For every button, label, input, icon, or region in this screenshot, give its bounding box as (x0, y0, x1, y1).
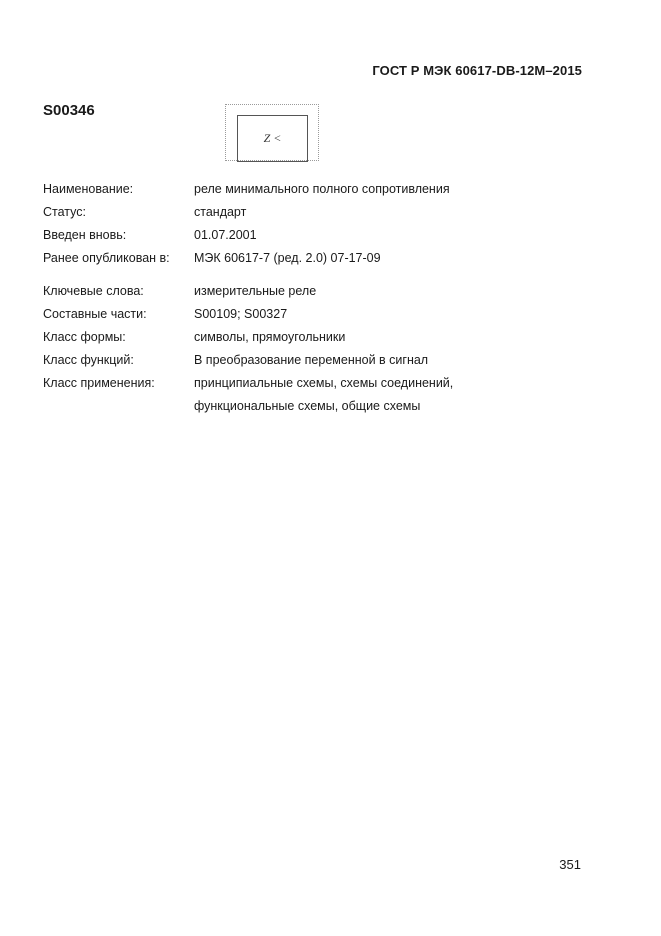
field-row-introduced (43, 224, 603, 247)
field-value: В преобразование переменной в сигнал (194, 353, 429, 367)
symbol-frame (225, 104, 319, 161)
field-value: измерительные реле (194, 284, 317, 298)
field-value: принципиальные схемы, схемы соединений, (194, 376, 454, 390)
field-value: реле минимального полного сопротивления (194, 182, 450, 196)
field-label: Введен вновь: (43, 228, 127, 242)
field-label: Класс применения: (43, 376, 155, 390)
field-label: Статус: (43, 205, 86, 219)
field-label: Ранее опубликован в: (43, 251, 170, 265)
section-gap (43, 270, 603, 280)
field-row-keywords (43, 280, 603, 303)
page-number: 351 (559, 857, 581, 872)
field-value: 01.07.2001 (194, 228, 257, 242)
document-code: ГОСТ Р МЭК 60617-DB-12M–2015 (372, 63, 582, 78)
field-label: Наименование: (43, 182, 134, 196)
field-row-shape-class (43, 326, 603, 349)
field-label: Ключевые слова: (43, 284, 144, 298)
field-label: Составные части: (43, 307, 147, 321)
field-value: стандарт (194, 205, 247, 219)
relay-symbol-glyph: Z < (263, 131, 282, 145)
field-value: функциональные схемы, общие схемы (194, 399, 421, 413)
field-value: МЭК 60617-7 (ред. 2.0) 07-17-09 (194, 251, 381, 265)
field-row-status (43, 201, 603, 224)
field-row-previously-published (43, 247, 603, 270)
field-row-application-class (43, 372, 603, 395)
field-label: Класс формы: (43, 330, 126, 344)
field-label: Класс функций: (43, 353, 134, 367)
field-label (43, 395, 194, 418)
attribute-list (43, 178, 603, 418)
relay-symbol-box (237, 115, 308, 162)
field-value: символы, прямоугольники (194, 330, 346, 344)
field-row-name (43, 178, 603, 201)
field-value: S00109; S00327 (194, 307, 288, 321)
field-row-function-class (43, 349, 603, 372)
field-row-application-class-continued (43, 395, 603, 418)
symbol-id: S00346 (43, 102, 95, 119)
field-row-components (43, 303, 603, 326)
